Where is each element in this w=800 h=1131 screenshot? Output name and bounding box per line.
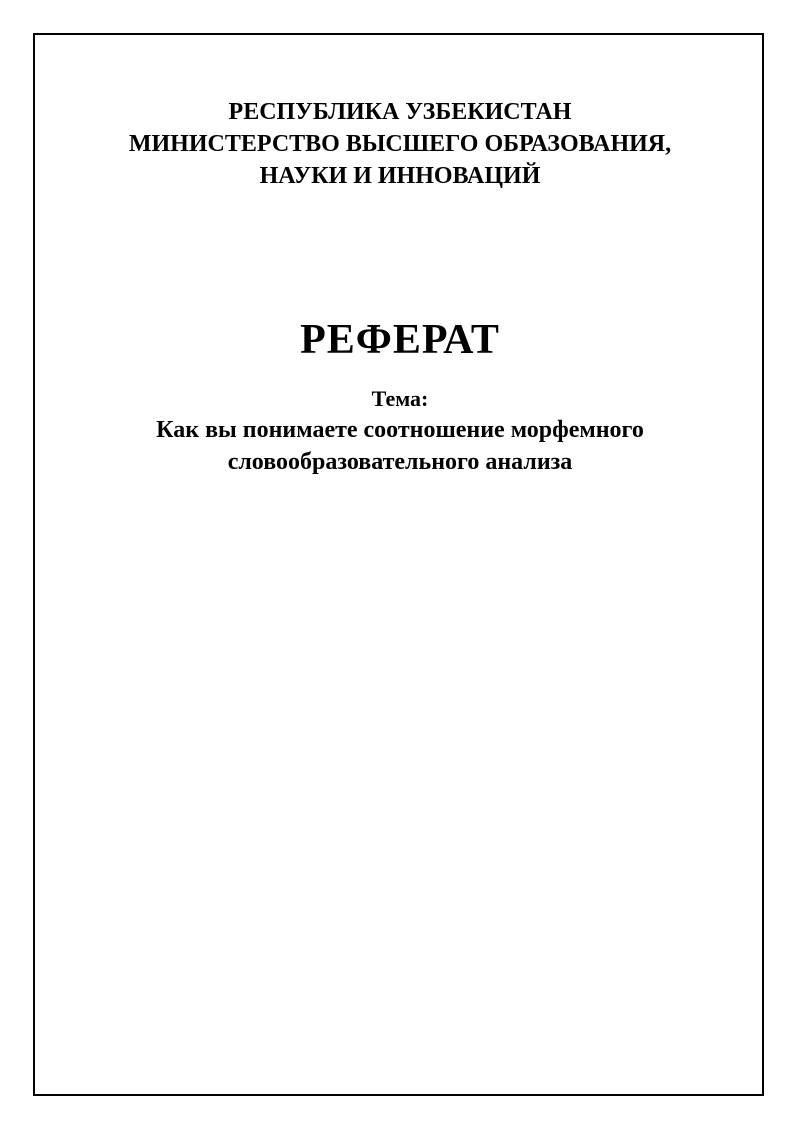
topic-text — [0, 414, 800, 478]
page-border — [33, 33, 764, 1096]
header-line-ministry: МИНИСТЕРСТВО ВЫСШЕГО ОБРАЗОВАНИЯ, — [128, 131, 672, 157]
institution-header — [0, 96, 800, 192]
header-line-ministry-cont: НАУКИ И ИННОВАЦИЙ — [259, 163, 541, 189]
document-title: РЕФЕРАТ — [300, 317, 500, 363]
topic-line-1: Как вы понимаете соотношение морфемного — [156, 417, 644, 443]
header-line-country: РЕСПУБЛИКА УЗБЕКИСТАН — [228, 99, 572, 125]
topic-label: Тема: — [371, 386, 429, 411]
topic-line-2: словообразовательного анализа — [227, 449, 573, 475]
